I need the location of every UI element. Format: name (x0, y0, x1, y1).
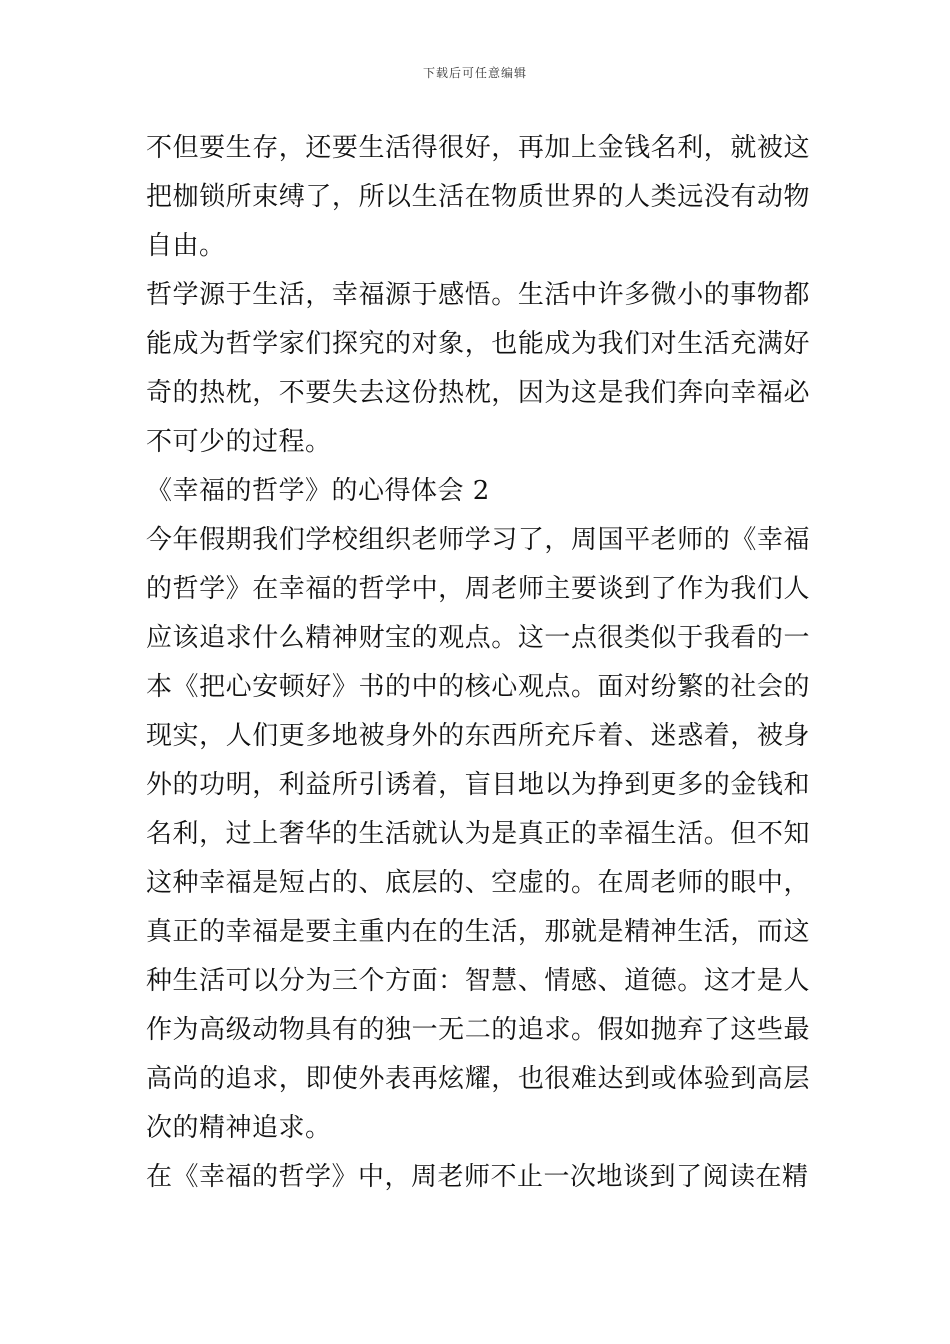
section-heading: 《幸福的哲学》的心得体会 2 (146, 476, 490, 506)
paragraph: 哲学源于生活，幸福源于感悟。生活中许多微小的事物都能成为哲学家们探究的对象，也能成为我们对生活充满好奇的热枕，不要失去这份热枕，因为这是我们奔向幸福必不可少的过程。 (146, 280, 810, 457)
paragraph: 不但要生存，还要生活得很好，再加上金钱名利，就被这把枷锁所束缚了，所以生活在物质世界的人类远没有动物自由。 (146, 133, 810, 261)
paragraph: 今年假期我们学校组织老师学习了，周国平老师的《幸福的哲学》在幸福的哲学中，周老师主要谈到了作为我们人应该追求什么精神财宝的观点。这一点很类似于我看的一本《把心安顿好》书的中的核心观点。面对纷繁的社会的现实，人们更多地被身外的东西所充斥着、迷惑着，被身外的功明，利益所引诱着，盲目地以为挣到更多的金钱和名利，过上奢华的生活就认为是真正的幸福生活。但不知这种幸福是短占的、底层的、空虚的。在周老师的眼中，真正的幸福是要主重内在的生活，那就是精神生活，而这种生活可以分为三个方面：智慧、情感、道德。这才是人作为高级动物具有的独一无二的追求。假如抛弃了这些最高尚的追求，即使外表再炫耀，也很难达到或体验到高层次的精神追求。 (146, 525, 810, 1143)
paragraph: 在《幸福的哲学》中，周老师不止一次地谈到了阅读在精 (146, 1162, 809, 1192)
page-header: 下载后可任意编辑 (422, 66, 527, 80)
document-body (146, 124, 810, 1202)
